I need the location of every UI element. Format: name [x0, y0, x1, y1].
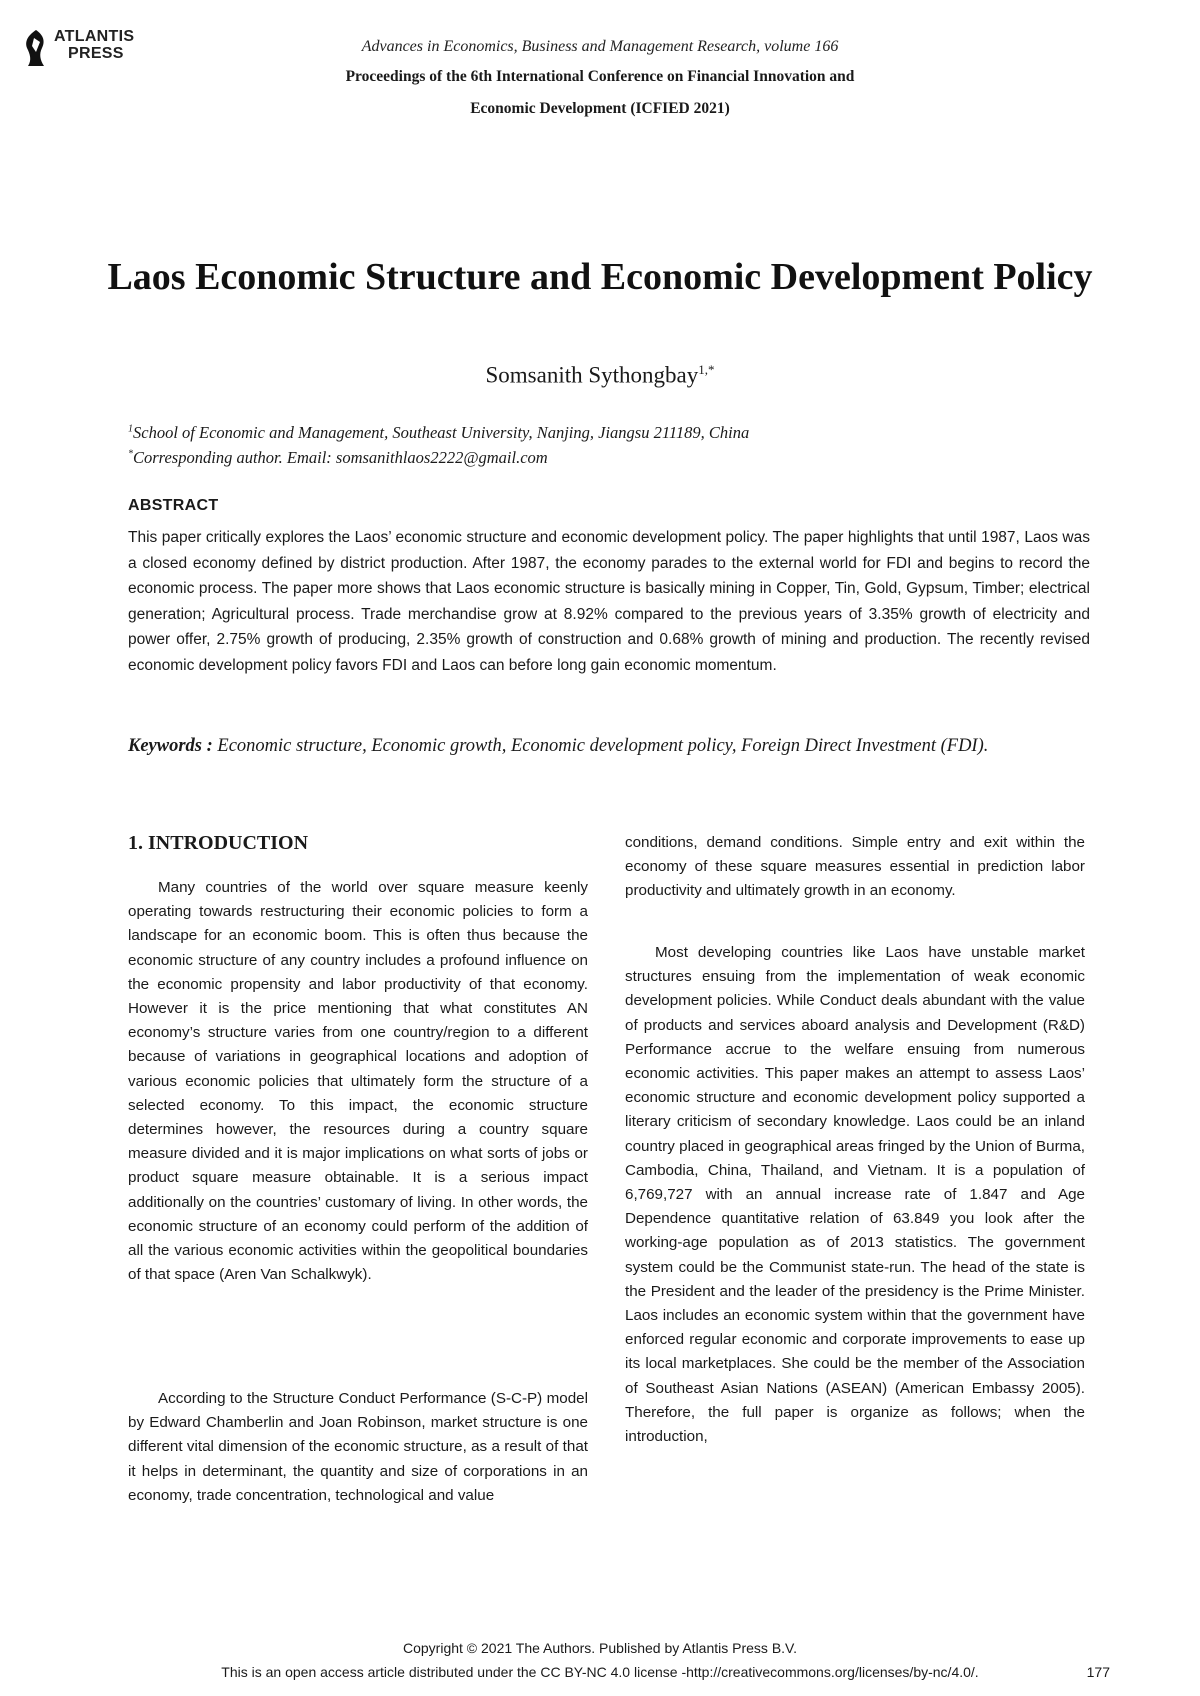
series-header: Advances in Economics, Business and Management Research, volume 166 — [361, 38, 839, 55]
paper-title: Laos Economic Structure and Economic Development Policy — [107, 256, 1093, 298]
section-heading-introduction: 1. INTRODUCTION — [128, 832, 309, 854]
corresponding-sup: * — [128, 448, 133, 460]
intro-left-paragraph-1: Many countries of the world over square measure keenly operating towards restructuring their economic policies to form a landscape for an economic boom. This is often thus because the economic structure of any country includes a profound influence on the economic propensity and labor productivity of that economy. However it is the price mentioning that what constitutes AN economy’s structure varies from one country/region to a different because of variations in geographical locations and adoption of various economic policies that ultimately form the structure of a selected economy. To this impact, the economic structure determines however, the resources during a country square measure divided and it is major implications on what sorts of jobs or product square measure obtainable. It is a serious impact additionally on the countries’ customary of living. In other words, the economic structure of an economy could perform of the addition of all the various economic activities within the geopolitical boundaries of that space (Aren Van Schalkwyk). — [128, 879, 588, 1284]
logo-line1: ATLANTIS — [54, 28, 135, 45]
abstract-text: This paper critically explores the Laos’ economic structure and economic development policy. The paper highlights that until 1987, Laos was a closed economy defined by district production. After 1987, the economy parades to the external world for FDI and begins to record the economic process. The paper more shows that Laos economic structure is basically mining in Copper, Tin, Gold, Gypsum, Timber; electrical generation; Agricultural process. Trade merchandise grow at 8.92% compared to the previous years of 3.35% growth of electricity and power offer, 2.75% growth of producing, 2.35% growth of construction and 0.68% growth of mining and production. The recently revised economic development policy favors FDI and Laos can before long gain economic momentum. — [128, 529, 1090, 674]
proceedings-line2: Economic Development (ICFIED 2021) — [470, 100, 730, 117]
atlantis-press-logo — [22, 28, 134, 68]
corresponding-text: Corresponding author. Email: somsanithlaos2222@gmail.com — [133, 448, 548, 467]
author-sup: 1,* — [698, 362, 715, 377]
logo-line2: PRESS — [68, 45, 124, 62]
copyright-line: Copyright © 2021 The Authors. Published by Atlantis Press B.V. — [403, 1640, 797, 1656]
author-name: Somsanith Sythongbay — [485, 362, 699, 388]
atlantis-press-logo-icon — [22, 28, 50, 68]
license-line: This is an open access article distributed under the CC BY-NC 4.0 license -http://creativecommons.org/licenses/by-nc/4.0/. — [221, 1664, 979, 1680]
keywords — [128, 733, 1090, 760]
intro-left-paragraph-2: According to the Structure Conduct Performance (S-C-P) model by Edward Chamberlin and Joan Robinson, market structure is one different vital dimension of the economic structure, as a result of that it helps in determinant, the quantity and size of corporations in an economy, trade concentration, technological and value — [128, 1390, 588, 1504]
intro-right-paragraph-1: Most developing countries like Laos have unstable market structures ensuing from the implementation of weak economic development policies. While Conduct deals abundant with the value of products and services aboard analysis and Development (R&D) Performance accrue to the welfare ensuing from numerous economic activities. This paper makes an attempt to assess Laos’ economic structure and economic development policy supported a literary criticism of secondary knowledge. Laos could be an inland country placed in geographical areas fringed by the Union of Burma, Cambodia, China, Thailand, and Vietnam. It is a population of 6,769,727 with an annual increase rate of 1.847 and Age Dependence quantitative relation of 63.849 you look after the working-age population as of 2013 statistics. The government system could be the Communist state-run. The head of the state is the President and the leader of the presidency is the Prime Minister. Laos includes an economic system within that the government have enforced regular economic and corporate improvements to ease up its local marketplaces. She could be the member of the Association of Southeast Asian Nations (ASEAN) (American Embassy 2005). Therefore, the full paper is organize as follows; when the introduction, — [625, 944, 1085, 1446]
keywords-text: Economic structure, Economic growth, Economic development policy, Foreign Direct Investment (FDI). — [217, 736, 989, 756]
keywords-label: Keywords : — [128, 736, 213, 756]
affiliation-text: School of Economic and Management, Southeast University, Nanjing, Jiangsu 211189, China — [133, 423, 750, 442]
author-line — [100, 362, 1100, 389]
intro-right-paragraph-0: conditions, demand conditions. Simple entry and exit within the economy of these square measures essential in prediction labor productivity and ultimately growth in an economy. — [625, 834, 1085, 900]
affiliation-sup: 1 — [128, 423, 133, 435]
corresponding-author — [128, 448, 548, 468]
page-number: 177 — [1086, 1664, 1110, 1680]
abstract-heading: ABSTRACT — [128, 497, 219, 514]
proceedings-line1: Proceedings of the 6th International Conference on Financial Innovation and — [345, 68, 855, 85]
affiliation — [128, 423, 749, 443]
